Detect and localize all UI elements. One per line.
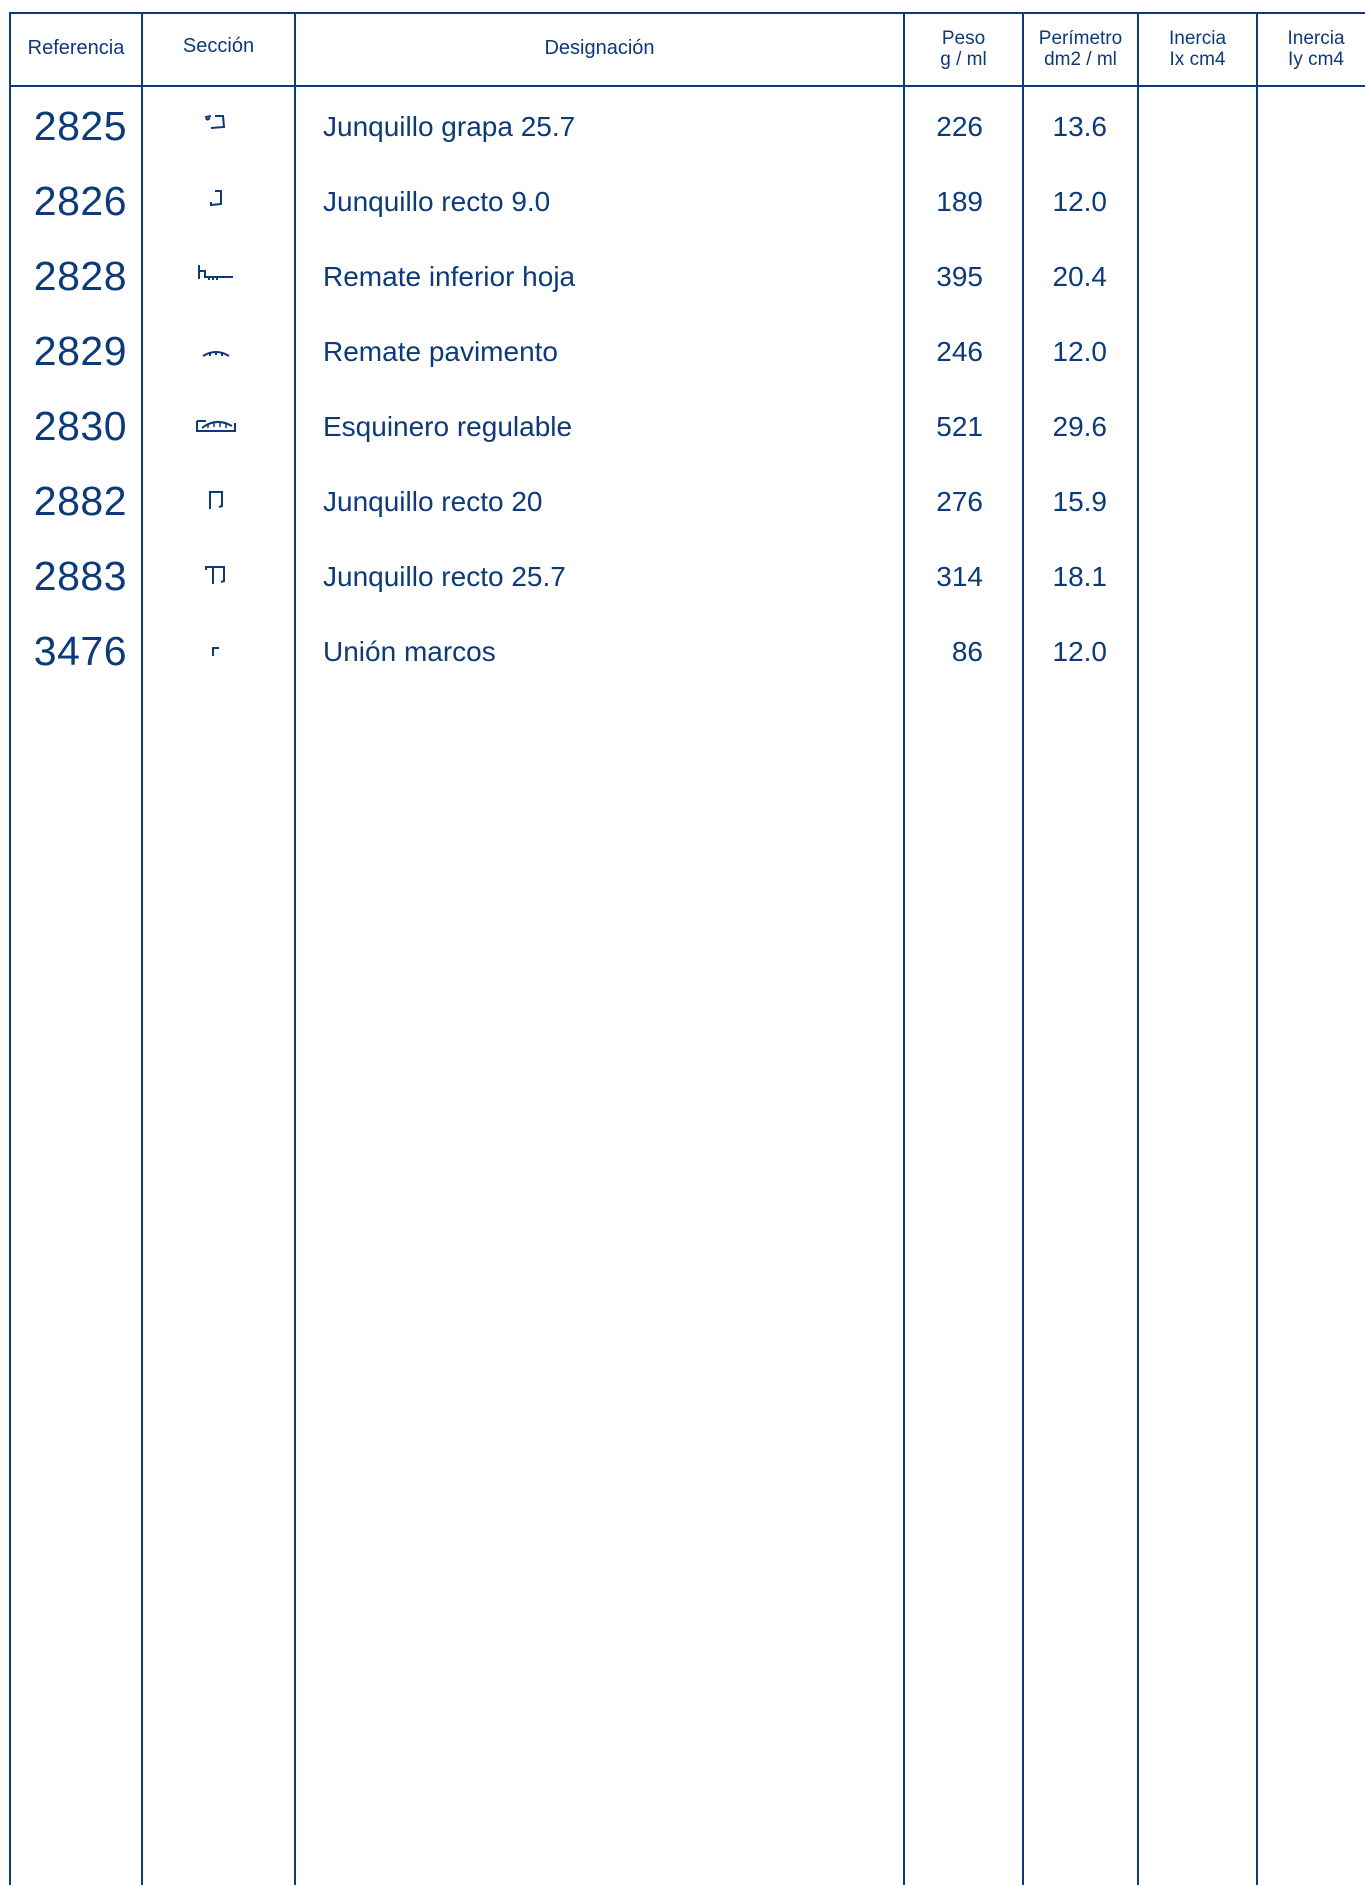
profile-esquinero-regulable-icon <box>186 407 246 447</box>
row-referencia: 3476 <box>33 628 127 674</box>
header-seccion <box>143 12 294 85</box>
header-peso-label: Peso <box>941 27 986 49</box>
row-referencia: 2825 <box>33 103 127 149</box>
header-peso <box>905 12 1022 85</box>
row-peso: 86 <box>951 636 983 667</box>
table-row <box>0 389 1365 464</box>
header-inercia-x <box>1139 12 1256 85</box>
row-perimetro: 29.6 <box>1052 411 1107 442</box>
row-peso: 521 <box>936 411 983 442</box>
row-designacion: Remate inferior hoja <box>323 261 576 292</box>
profile-remate-inferior-hoja-icon <box>186 257 246 297</box>
profile-union-marcos-icon <box>186 632 246 672</box>
row-referencia: 2830 <box>33 403 127 449</box>
row-peso: 246 <box>936 336 983 367</box>
header-inercia-x-label: Inercia <box>1168 27 1227 49</box>
table-row <box>0 239 1365 314</box>
row-perimetro: 12.0 <box>1052 636 1107 667</box>
table-row <box>0 314 1365 389</box>
row-referencia: 2829 <box>33 328 127 374</box>
header-designacion-label: Designación <box>544 37 655 59</box>
header-perimetro-label: Perímetro <box>1038 27 1123 49</box>
header-seccion-label: Sección <box>182 35 255 57</box>
profile-junquillo-recto-20-icon <box>186 482 246 522</box>
row-perimetro: 20.4 <box>1052 261 1107 292</box>
profile-junquillo-recto-9-icon <box>186 182 246 222</box>
header-inercia-y-unit: Iy cm4 <box>1288 48 1344 70</box>
profile-remate-pavimento-icon <box>186 332 246 372</box>
header-perimetro <box>1024 12 1137 85</box>
row-perimetro: 12.0 <box>1052 186 1107 217</box>
header-perimetro-unit: dm2 / ml <box>1044 48 1117 70</box>
table-row <box>0 539 1365 614</box>
row-designacion: Junquillo grapa 25.7 <box>323 111 576 142</box>
row-peso: 314 <box>936 561 983 592</box>
header-inercia-x-unit: Ix cm4 <box>1169 48 1226 70</box>
table-row <box>0 614 1365 689</box>
table-row <box>0 464 1365 539</box>
row-designacion: Junquillo recto 9.0 <box>323 186 551 217</box>
row-peso: 276 <box>936 486 983 517</box>
header-referencia <box>11 12 141 85</box>
row-referencia: 2883 <box>33 553 127 599</box>
header-designacion <box>296 12 903 85</box>
header-inercia-y <box>1258 12 1365 85</box>
table-row <box>0 164 1365 239</box>
row-referencia: 2828 <box>33 253 127 299</box>
header-inercia-y-label: Inercia <box>1287 27 1345 49</box>
row-referencia: 2882 <box>33 478 127 524</box>
row-designacion: Junquillo recto 20 <box>323 486 543 517</box>
row-perimetro: 12.0 <box>1052 336 1107 367</box>
row-peso: 226 <box>936 111 983 142</box>
row-perimetro: 15.9 <box>1052 486 1107 517</box>
header-referencia-label: Referencia <box>27 37 125 59</box>
table-row <box>0 89 1365 164</box>
profile-junquillo-grapa-icon <box>186 107 246 147</box>
header-divider <box>9 85 1365 87</box>
header-peso-unit: g / ml <box>940 48 987 70</box>
row-peso: 395 <box>936 261 983 292</box>
row-designacion: Unión marcos <box>323 636 496 667</box>
row-referencia: 2826 <box>33 178 127 224</box>
row-perimetro: 18.1 <box>1052 561 1107 592</box>
row-perimetro: 13.6 <box>1052 111 1107 142</box>
row-designacion: Junquillo recto 25.7 <box>323 561 566 592</box>
row-designacion: Remate pavimento <box>323 336 559 367</box>
row-peso: 189 <box>936 186 983 217</box>
profile-junquillo-recto-25-icon <box>186 557 246 597</box>
row-designacion: Esquinero regulable <box>323 411 573 442</box>
